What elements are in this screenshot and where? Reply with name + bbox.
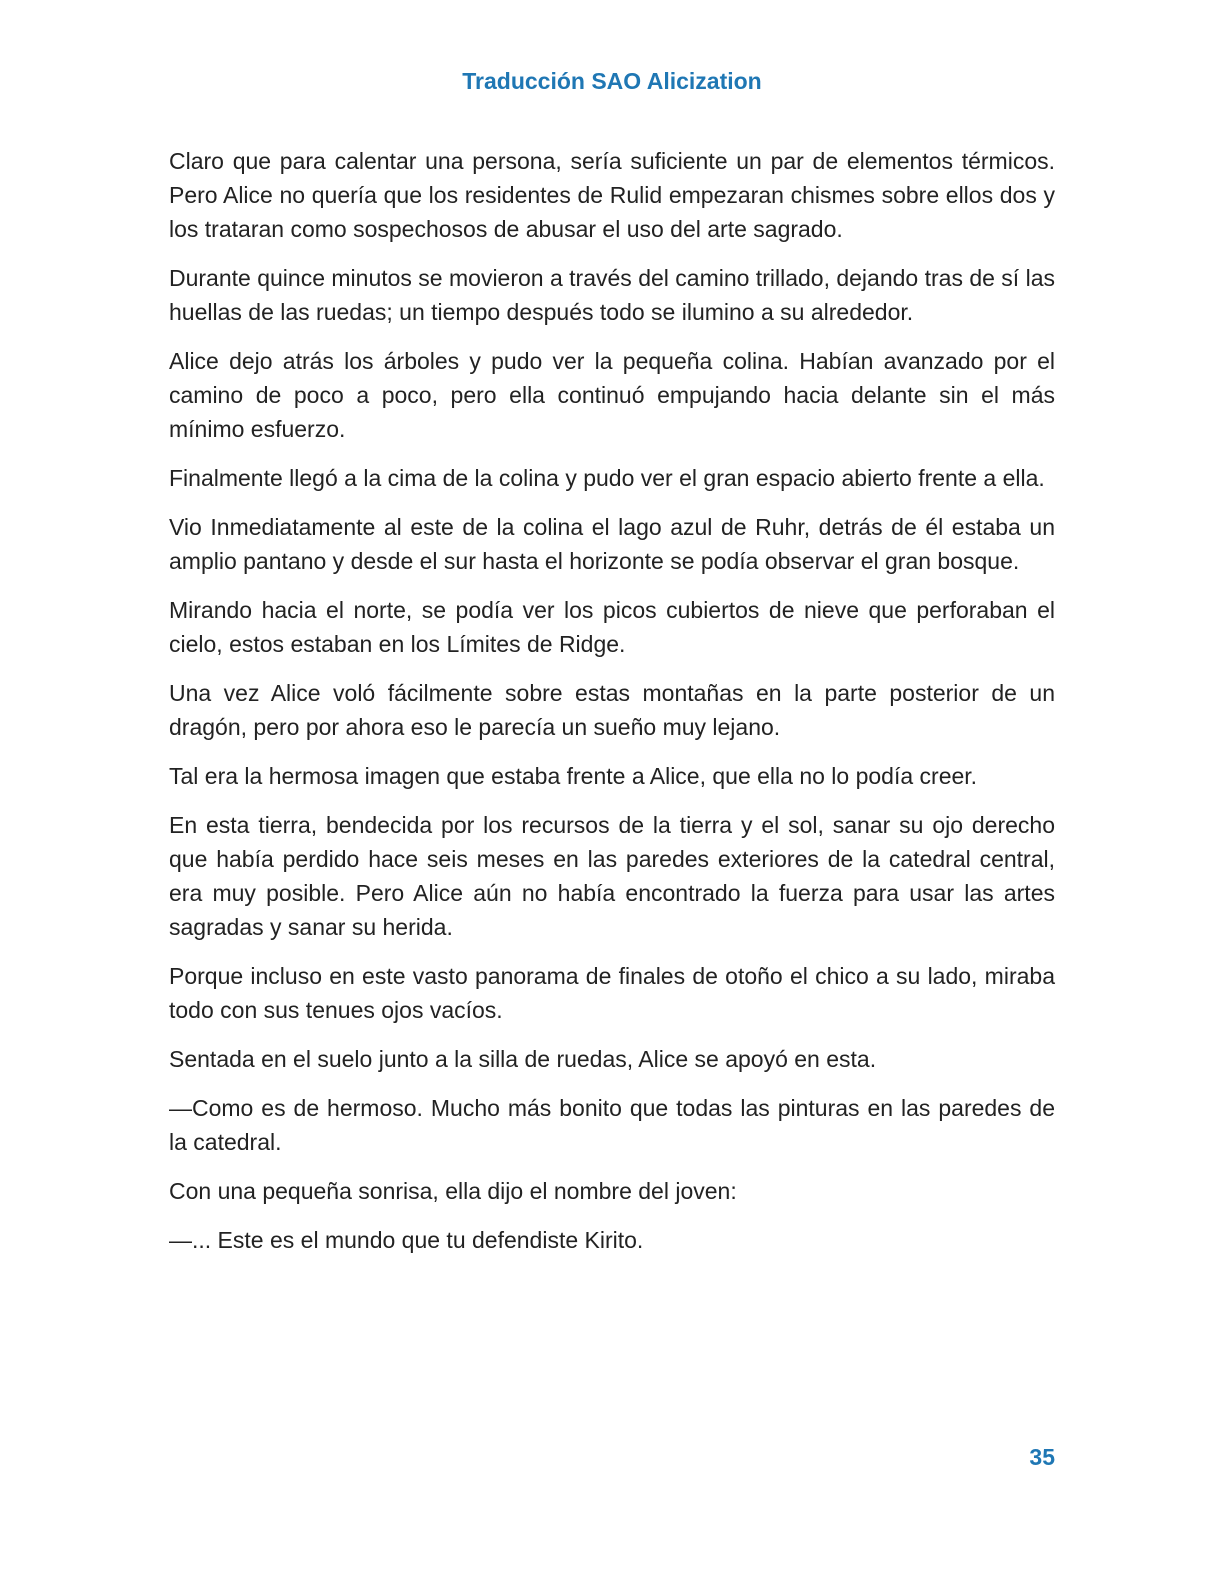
paragraph: Mirando hacia el norte, se podía ver los picos cubiertos de nieve que perforaban el cielo, estos estaban en los Límites de Ridge.: [169, 597, 1055, 657]
page-number: 35: [1029, 1444, 1055, 1470]
paragraph: —Como es de hermoso. Mucho más bonito que todas las pinturas en las paredes de la catedral.: [169, 1095, 1055, 1155]
paragraph: Vio Inmediatamente al este de la colina el lago azul de Ruhr, detrás de él estaba un amplio pantano y desde el sur hasta el horizonte se podía observar el gran bosque.: [169, 514, 1055, 574]
document-body: [169, 144, 1055, 1272]
paragraph: —... Este es el mundo que tu defendiste Kirito.: [169, 1227, 644, 1253]
paragraph: Durante quince minutos se movieron a través del camino trillado, dejando tras de sí las huellas de las ruedas; un tiempo después todo se ilumino a su alrededor.: [169, 265, 1055, 325]
paragraph: Alice dejo atrás los árboles y pudo ver la pequeña colina. Habían avanzado por el camino de poco a poco, pero ella continuó empujando hacia delante sin el más mínimo esfuerzo.: [169, 348, 1055, 442]
paragraph: Sentada en el suelo junto a la silla de ruedas, Alice se apoyó en esta.: [169, 1046, 877, 1072]
paragraph: Porque incluso en este vasto panorama de finales de otoño el chico a su lado, miraba todo con sus tenues ojos vacíos.: [169, 963, 1055, 1023]
paragraph: Tal era la hermosa imagen que estaba frente a Alice, que ella no lo podía creer.: [169, 763, 978, 789]
paragraph: Una vez Alice voló fácilmente sobre estas montañas en la parte posterior de un dragón, pero por ahora eso le parecía un sueño muy lejano.: [169, 680, 1055, 740]
page-header-title: Traducción SAO Alicization: [462, 68, 762, 94]
paragraph: Con una pequeña sonrisa, ella dijo el nombre del joven:: [169, 1178, 737, 1204]
paragraph: En esta tierra, bendecida por los recursos de la tierra y el sol, sanar su ojo derecho que había perdido hace seis meses en las paredes exteriores de la catedral central, era muy posible. Pero Alice aún no había encontrado la fuerza para usar las artes sagradas y sanar su herida.: [169, 812, 1055, 940]
paragraph: Finalmente llegó a la cima de la colina y pudo ver el gran espacio abierto frente a ella.: [169, 465, 1045, 491]
paragraph: Claro que para calentar una persona, sería suficiente un par de elementos térmicos. Pero Alice no quería que los residentes de Rulid empezaran chismes sobre ellos dos y los trataran como sospechosos de abusar el uso del arte sagrado.: [169, 148, 1055, 242]
